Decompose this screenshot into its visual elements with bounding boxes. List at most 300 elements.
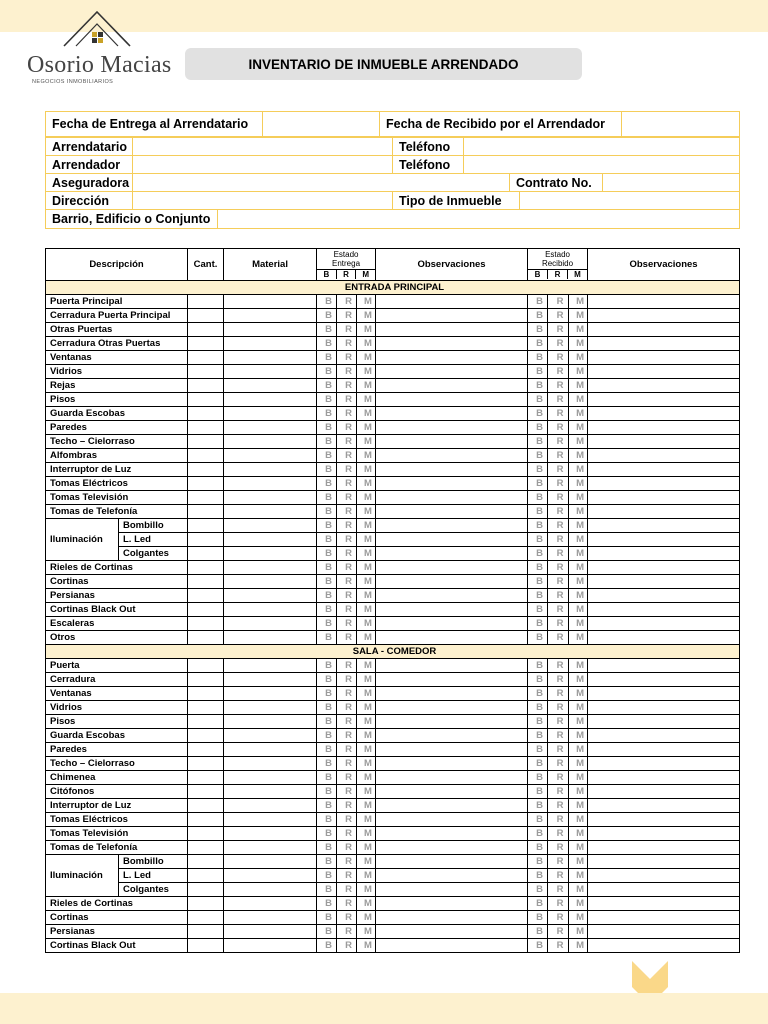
recibido-r-cell[interactable]: R (548, 631, 569, 645)
observaciones-recibido-cell[interactable] (588, 491, 740, 505)
entrega-b-cell[interactable]: B (317, 561, 337, 575)
material-cell[interactable] (224, 449, 317, 463)
material-cell[interactable] (224, 561, 317, 575)
recibido-r-cell[interactable]: R (548, 505, 569, 519)
cant-cell[interactable] (188, 673, 224, 687)
material-cell[interactable] (224, 617, 317, 631)
material-cell[interactable] (224, 463, 317, 477)
cant-cell[interactable] (188, 463, 224, 477)
recibido-m-cell[interactable]: M (569, 743, 588, 757)
cant-cell[interactable] (188, 841, 224, 855)
recibido-m-cell[interactable]: M (569, 351, 588, 365)
recibido-r-cell[interactable]: R (548, 855, 569, 869)
observaciones-recibido-cell[interactable] (588, 449, 740, 463)
entrega-b-cell[interactable]: B (317, 421, 337, 435)
cant-cell[interactable] (188, 351, 224, 365)
recibido-r-cell[interactable]: R (548, 561, 569, 575)
material-cell[interactable] (224, 575, 317, 589)
material-cell[interactable] (224, 729, 317, 743)
entrega-b-cell[interactable]: B (317, 813, 337, 827)
recibido-m-cell[interactable]: M (569, 575, 588, 589)
entrega-m-cell[interactable]: M (357, 323, 376, 337)
recibido-m-cell[interactable]: M (569, 729, 588, 743)
recibido-r-cell[interactable]: R (548, 589, 569, 603)
recibido-r-cell[interactable]: R (548, 617, 569, 631)
recibido-b-cell[interactable]: B (528, 841, 548, 855)
recibido-m-cell[interactable]: M (569, 561, 588, 575)
cant-cell[interactable] (188, 897, 224, 911)
entrega-b-cell[interactable]: B (317, 729, 337, 743)
entrega-b-cell[interactable]: B (317, 883, 337, 897)
entrega-b-cell[interactable]: B (317, 869, 337, 883)
entrega-b-cell[interactable]: B (317, 407, 337, 421)
entrega-b-cell[interactable]: B (317, 323, 337, 337)
cant-cell[interactable] (188, 449, 224, 463)
recibido-m-cell[interactable]: M (569, 589, 588, 603)
material-cell[interactable] (224, 869, 317, 883)
entrega-m-cell[interactable]: M (357, 449, 376, 463)
recibido-b-cell[interactable]: B (528, 659, 548, 673)
observaciones-recibido-cell[interactable] (588, 939, 740, 953)
material-cell[interactable] (224, 407, 317, 421)
cant-cell[interactable] (188, 631, 224, 645)
observaciones-recibido-cell[interactable] (588, 897, 740, 911)
entrega-m-cell[interactable]: M (357, 701, 376, 715)
observaciones-recibido-cell[interactable] (588, 911, 740, 925)
entrega-m-cell[interactable]: M (357, 519, 376, 533)
entrega-b-cell[interactable]: B (317, 589, 337, 603)
recibido-r-cell[interactable]: R (548, 337, 569, 351)
observaciones-recibido-cell[interactable] (588, 589, 740, 603)
recibido-m-cell[interactable]: M (569, 393, 588, 407)
recibido-b-cell[interactable]: B (528, 337, 548, 351)
recibido-b-cell[interactable]: B (528, 491, 548, 505)
recibido-r-cell[interactable]: R (548, 771, 569, 785)
observaciones-recibido-cell[interactable] (588, 463, 740, 477)
entrega-r-cell[interactable]: R (337, 435, 357, 449)
cant-cell[interactable] (188, 379, 224, 393)
entrega-r-cell[interactable]: R (337, 449, 357, 463)
cant-cell[interactable] (188, 743, 224, 757)
entrega-r-cell[interactable]: R (337, 925, 357, 939)
cant-cell[interactable] (188, 295, 224, 309)
recibido-b-cell[interactable]: B (528, 771, 548, 785)
observaciones-recibido-cell[interactable] (588, 561, 740, 575)
entrega-m-cell[interactable]: M (357, 477, 376, 491)
observaciones-entrega-cell[interactable] (376, 939, 528, 953)
observaciones-recibido-cell[interactable] (588, 743, 740, 757)
observaciones-recibido-cell[interactable] (588, 323, 740, 337)
observaciones-entrega-cell[interactable] (376, 323, 528, 337)
recibido-b-cell[interactable]: B (528, 519, 548, 533)
observaciones-recibido-cell[interactable] (588, 533, 740, 547)
entrega-m-cell[interactable]: M (357, 491, 376, 505)
recibido-b-cell[interactable]: B (528, 589, 548, 603)
material-cell[interactable] (224, 841, 317, 855)
recibido-b-cell[interactable]: B (528, 393, 548, 407)
entrega-r-cell[interactable]: R (337, 687, 357, 701)
recibido-r-cell[interactable]: R (548, 785, 569, 799)
recibido-m-cell[interactable]: M (569, 687, 588, 701)
recibido-b-cell[interactable]: B (528, 939, 548, 953)
recibido-r-cell[interactable]: R (548, 435, 569, 449)
entrega-b-cell[interactable]: B (317, 701, 337, 715)
cant-cell[interactable] (188, 477, 224, 491)
recibido-r-cell[interactable]: R (548, 575, 569, 589)
recibido-b-cell[interactable]: B (528, 813, 548, 827)
tipo-inmueble-field[interactable] (520, 192, 740, 210)
telefono-2-field[interactable] (464, 156, 740, 174)
observaciones-recibido-cell[interactable] (588, 855, 740, 869)
cant-cell[interactable] (188, 603, 224, 617)
recibido-b-cell[interactable]: B (528, 743, 548, 757)
material-cell[interactable] (224, 477, 317, 491)
entrega-r-cell[interactable]: R (337, 785, 357, 799)
entrega-b-cell[interactable]: B (317, 505, 337, 519)
recibido-b-cell[interactable]: B (528, 561, 548, 575)
recibido-r-cell[interactable]: R (548, 701, 569, 715)
recibido-b-cell[interactable]: B (528, 897, 548, 911)
recibido-m-cell[interactable]: M (569, 897, 588, 911)
observaciones-entrega-cell[interactable] (376, 337, 528, 351)
cant-cell[interactable] (188, 533, 224, 547)
cant-cell[interactable] (188, 435, 224, 449)
entrega-r-cell[interactable]: R (337, 897, 357, 911)
observaciones-recibido-cell[interactable] (588, 379, 740, 393)
recibido-b-cell[interactable]: B (528, 855, 548, 869)
observaciones-entrega-cell[interactable] (376, 785, 528, 799)
observaciones-entrega-cell[interactable] (376, 407, 528, 421)
material-cell[interactable] (224, 491, 317, 505)
recibido-m-cell[interactable]: M (569, 869, 588, 883)
recibido-b-cell[interactable]: B (528, 603, 548, 617)
recibido-b-cell[interactable]: B (528, 435, 548, 449)
recibido-r-cell[interactable]: R (548, 673, 569, 687)
cant-cell[interactable] (188, 911, 224, 925)
observaciones-recibido-cell[interactable] (588, 337, 740, 351)
material-cell[interactable] (224, 589, 317, 603)
recibido-b-cell[interactable]: B (528, 463, 548, 477)
observaciones-recibido-cell[interactable] (588, 715, 740, 729)
observaciones-entrega-cell[interactable] (376, 925, 528, 939)
observaciones-entrega-cell[interactable] (376, 519, 528, 533)
entrega-r-cell[interactable]: R (337, 519, 357, 533)
recibido-m-cell[interactable]: M (569, 673, 588, 687)
observaciones-recibido-cell[interactable] (588, 869, 740, 883)
recibido-r-cell[interactable]: R (548, 393, 569, 407)
recibido-m-cell[interactable]: M (569, 883, 588, 897)
recibido-m-cell[interactable]: M (569, 295, 588, 309)
recibido-m-cell[interactable]: M (569, 421, 588, 435)
recibido-m-cell[interactable]: M (569, 505, 588, 519)
entrega-b-cell[interactable]: B (317, 631, 337, 645)
entrega-b-cell[interactable]: B (317, 463, 337, 477)
observaciones-recibido-cell[interactable] (588, 771, 740, 785)
recibido-m-cell[interactable]: M (569, 309, 588, 323)
material-cell[interactable] (224, 505, 317, 519)
entrega-m-cell[interactable]: M (357, 505, 376, 519)
material-cell[interactable] (224, 827, 317, 841)
entrega-b-cell[interactable]: B (317, 687, 337, 701)
entrega-m-cell[interactable]: M (357, 463, 376, 477)
observaciones-entrega-cell[interactable] (376, 547, 528, 561)
observaciones-entrega-cell[interactable] (376, 617, 528, 631)
entrega-m-cell[interactable]: M (357, 925, 376, 939)
recibido-b-cell[interactable]: B (528, 365, 548, 379)
contrato-field[interactable] (603, 174, 740, 192)
entrega-m-cell[interactable]: M (357, 589, 376, 603)
entrega-b-cell[interactable]: B (317, 351, 337, 365)
recibido-m-cell[interactable]: M (569, 365, 588, 379)
recibido-b-cell[interactable]: B (528, 715, 548, 729)
material-cell[interactable] (224, 855, 317, 869)
entrega-r-cell[interactable]: R (337, 715, 357, 729)
recibido-r-cell[interactable]: R (548, 841, 569, 855)
observaciones-recibido-cell[interactable] (588, 309, 740, 323)
entrega-b-cell[interactable]: B (317, 365, 337, 379)
cant-cell[interactable] (188, 925, 224, 939)
recibido-r-cell[interactable]: R (548, 351, 569, 365)
cant-cell[interactable] (188, 309, 224, 323)
entrega-b-cell[interactable]: B (317, 799, 337, 813)
entrega-b-cell[interactable]: B (317, 309, 337, 323)
observaciones-recibido-cell[interactable] (588, 757, 740, 771)
entrega-r-cell[interactable]: R (337, 393, 357, 407)
recibido-m-cell[interactable]: M (569, 617, 588, 631)
entrega-m-cell[interactable]: M (357, 771, 376, 785)
entrega-r-cell[interactable]: R (337, 505, 357, 519)
recibido-m-cell[interactable]: M (569, 407, 588, 421)
observaciones-entrega-cell[interactable] (376, 533, 528, 547)
recibido-b-cell[interactable]: B (528, 673, 548, 687)
recibido-b-cell[interactable]: B (528, 799, 548, 813)
recibido-b-cell[interactable]: B (528, 575, 548, 589)
material-cell[interactable] (224, 519, 317, 533)
entrega-b-cell[interactable]: B (317, 533, 337, 547)
recibido-m-cell[interactable]: M (569, 925, 588, 939)
entrega-m-cell[interactable]: M (357, 841, 376, 855)
cant-cell[interactable] (188, 547, 224, 561)
recibido-b-cell[interactable]: B (528, 757, 548, 771)
recibido-b-cell[interactable]: B (528, 827, 548, 841)
entrega-m-cell[interactable]: M (357, 869, 376, 883)
recibido-r-cell[interactable]: R (548, 715, 569, 729)
entrega-r-cell[interactable]: R (337, 841, 357, 855)
fecha-recibido-field[interactable] (622, 112, 740, 137)
cant-cell[interactable] (188, 785, 224, 799)
observaciones-entrega-cell[interactable] (376, 365, 528, 379)
entrega-r-cell[interactable]: R (337, 463, 357, 477)
recibido-m-cell[interactable]: M (569, 379, 588, 393)
entrega-r-cell[interactable]: R (337, 799, 357, 813)
cant-cell[interactable] (188, 701, 224, 715)
material-cell[interactable] (224, 631, 317, 645)
recibido-r-cell[interactable]: R (548, 533, 569, 547)
recibido-m-cell[interactable]: M (569, 323, 588, 337)
entrega-m-cell[interactable]: M (357, 421, 376, 435)
observaciones-recibido-cell[interactable] (588, 407, 740, 421)
observaciones-entrega-cell[interactable] (376, 393, 528, 407)
observaciones-recibido-cell[interactable] (588, 883, 740, 897)
observaciones-entrega-cell[interactable] (376, 743, 528, 757)
recibido-m-cell[interactable]: M (569, 449, 588, 463)
material-cell[interactable] (224, 883, 317, 897)
material-cell[interactable] (224, 659, 317, 673)
entrega-r-cell[interactable]: R (337, 939, 357, 953)
observaciones-entrega-cell[interactable] (376, 701, 528, 715)
entrega-b-cell[interactable]: B (317, 659, 337, 673)
material-cell[interactable] (224, 813, 317, 827)
observaciones-entrega-cell[interactable] (376, 883, 528, 897)
entrega-b-cell[interactable]: B (317, 757, 337, 771)
recibido-r-cell[interactable]: R (548, 309, 569, 323)
entrega-r-cell[interactable]: R (337, 337, 357, 351)
recibido-r-cell[interactable]: R (548, 827, 569, 841)
entrega-b-cell[interactable]: B (317, 911, 337, 925)
material-cell[interactable] (224, 393, 317, 407)
cant-cell[interactable] (188, 659, 224, 673)
material-cell[interactable] (224, 939, 317, 953)
recibido-m-cell[interactable]: M (569, 337, 588, 351)
observaciones-entrega-cell[interactable] (376, 295, 528, 309)
entrega-r-cell[interactable]: R (337, 351, 357, 365)
material-cell[interactable] (224, 323, 317, 337)
entrega-b-cell[interactable]: B (317, 785, 337, 799)
entrega-r-cell[interactable]: R (337, 533, 357, 547)
entrega-b-cell[interactable]: B (317, 715, 337, 729)
entrega-r-cell[interactable]: R (337, 379, 357, 393)
recibido-b-cell[interactable]: B (528, 883, 548, 897)
entrega-r-cell[interactable]: R (337, 477, 357, 491)
entrega-b-cell[interactable]: B (317, 449, 337, 463)
entrega-m-cell[interactable]: M (357, 715, 376, 729)
cant-cell[interactable] (188, 491, 224, 505)
entrega-m-cell[interactable]: M (357, 687, 376, 701)
recibido-m-cell[interactable]: M (569, 547, 588, 561)
observaciones-entrega-cell[interactable] (376, 589, 528, 603)
observaciones-entrega-cell[interactable] (376, 911, 528, 925)
observaciones-recibido-cell[interactable] (588, 785, 740, 799)
fecha-entrega-field[interactable] (263, 112, 380, 137)
entrega-r-cell[interactable]: R (337, 617, 357, 631)
recibido-r-cell[interactable]: R (548, 659, 569, 673)
recibido-m-cell[interactable]: M (569, 463, 588, 477)
entrega-b-cell[interactable]: B (317, 519, 337, 533)
observaciones-recibido-cell[interactable] (588, 631, 740, 645)
recibido-b-cell[interactable]: B (528, 449, 548, 463)
entrega-b-cell[interactable]: B (317, 827, 337, 841)
observaciones-recibido-cell[interactable] (588, 421, 740, 435)
entrega-r-cell[interactable]: R (337, 869, 357, 883)
entrega-m-cell[interactable]: M (357, 617, 376, 631)
recibido-r-cell[interactable]: R (548, 729, 569, 743)
cant-cell[interactable] (188, 365, 224, 379)
entrega-m-cell[interactable]: M (357, 855, 376, 869)
entrega-b-cell[interactable]: B (317, 939, 337, 953)
entrega-b-cell[interactable]: B (317, 841, 337, 855)
material-cell[interactable] (224, 911, 317, 925)
entrega-r-cell[interactable]: R (337, 771, 357, 785)
material-cell[interactable] (224, 715, 317, 729)
observaciones-recibido-cell[interactable] (588, 827, 740, 841)
observaciones-recibido-cell[interactable] (588, 659, 740, 673)
entrega-m-cell[interactable]: M (357, 603, 376, 617)
cant-cell[interactable] (188, 561, 224, 575)
material-cell[interactable] (224, 379, 317, 393)
entrega-r-cell[interactable]: R (337, 491, 357, 505)
entrega-m-cell[interactable]: M (357, 785, 376, 799)
recibido-b-cell[interactable]: B (528, 379, 548, 393)
observaciones-recibido-cell[interactable] (588, 687, 740, 701)
material-cell[interactable] (224, 757, 317, 771)
material-cell[interactable] (224, 743, 317, 757)
recibido-r-cell[interactable]: R (548, 449, 569, 463)
material-cell[interactable] (224, 337, 317, 351)
recibido-r-cell[interactable]: R (548, 925, 569, 939)
arrendatario-field[interactable] (133, 138, 393, 156)
entrega-b-cell[interactable]: B (317, 337, 337, 351)
recibido-r-cell[interactable]: R (548, 757, 569, 771)
material-cell[interactable] (224, 421, 317, 435)
observaciones-recibido-cell[interactable] (588, 435, 740, 449)
entrega-b-cell[interactable]: B (317, 379, 337, 393)
material-cell[interactable] (224, 435, 317, 449)
entrega-b-cell[interactable]: B (317, 603, 337, 617)
entrega-m-cell[interactable]: M (357, 757, 376, 771)
entrega-r-cell[interactable]: R (337, 309, 357, 323)
entrega-b-cell[interactable]: B (317, 771, 337, 785)
recibido-r-cell[interactable]: R (548, 939, 569, 953)
recibido-r-cell[interactable]: R (548, 295, 569, 309)
aseguradora-field[interactable] (133, 174, 510, 192)
entrega-r-cell[interactable]: R (337, 729, 357, 743)
observaciones-recibido-cell[interactable] (588, 799, 740, 813)
recibido-m-cell[interactable]: M (569, 715, 588, 729)
material-cell[interactable] (224, 897, 317, 911)
entrega-m-cell[interactable]: M (357, 827, 376, 841)
entrega-r-cell[interactable]: R (337, 855, 357, 869)
material-cell[interactable] (224, 673, 317, 687)
observaciones-entrega-cell[interactable] (376, 421, 528, 435)
recibido-m-cell[interactable]: M (569, 827, 588, 841)
recibido-m-cell[interactable]: M (569, 491, 588, 505)
entrega-r-cell[interactable]: R (337, 561, 357, 575)
recibido-r-cell[interactable]: R (548, 407, 569, 421)
recibido-b-cell[interactable]: B (528, 925, 548, 939)
observaciones-entrega-cell[interactable] (376, 603, 528, 617)
cant-cell[interactable] (188, 939, 224, 953)
recibido-b-cell[interactable]: B (528, 869, 548, 883)
material-cell[interactable] (224, 351, 317, 365)
entrega-m-cell[interactable]: M (357, 729, 376, 743)
entrega-m-cell[interactable]: M (357, 379, 376, 393)
entrega-r-cell[interactable]: R (337, 575, 357, 589)
direccion-field[interactable] (133, 192, 393, 210)
entrega-m-cell[interactable]: M (357, 295, 376, 309)
entrega-b-cell[interactable]: B (317, 743, 337, 757)
material-cell[interactable] (224, 365, 317, 379)
entrega-r-cell[interactable]: R (337, 547, 357, 561)
recibido-b-cell[interactable]: B (528, 477, 548, 491)
observaciones-recibido-cell[interactable] (588, 505, 740, 519)
observaciones-entrega-cell[interactable] (376, 309, 528, 323)
material-cell[interactable] (224, 687, 317, 701)
observaciones-entrega-cell[interactable] (376, 463, 528, 477)
entrega-m-cell[interactable]: M (357, 575, 376, 589)
observaciones-recibido-cell[interactable] (588, 729, 740, 743)
cant-cell[interactable] (188, 771, 224, 785)
cant-cell[interactable] (188, 323, 224, 337)
